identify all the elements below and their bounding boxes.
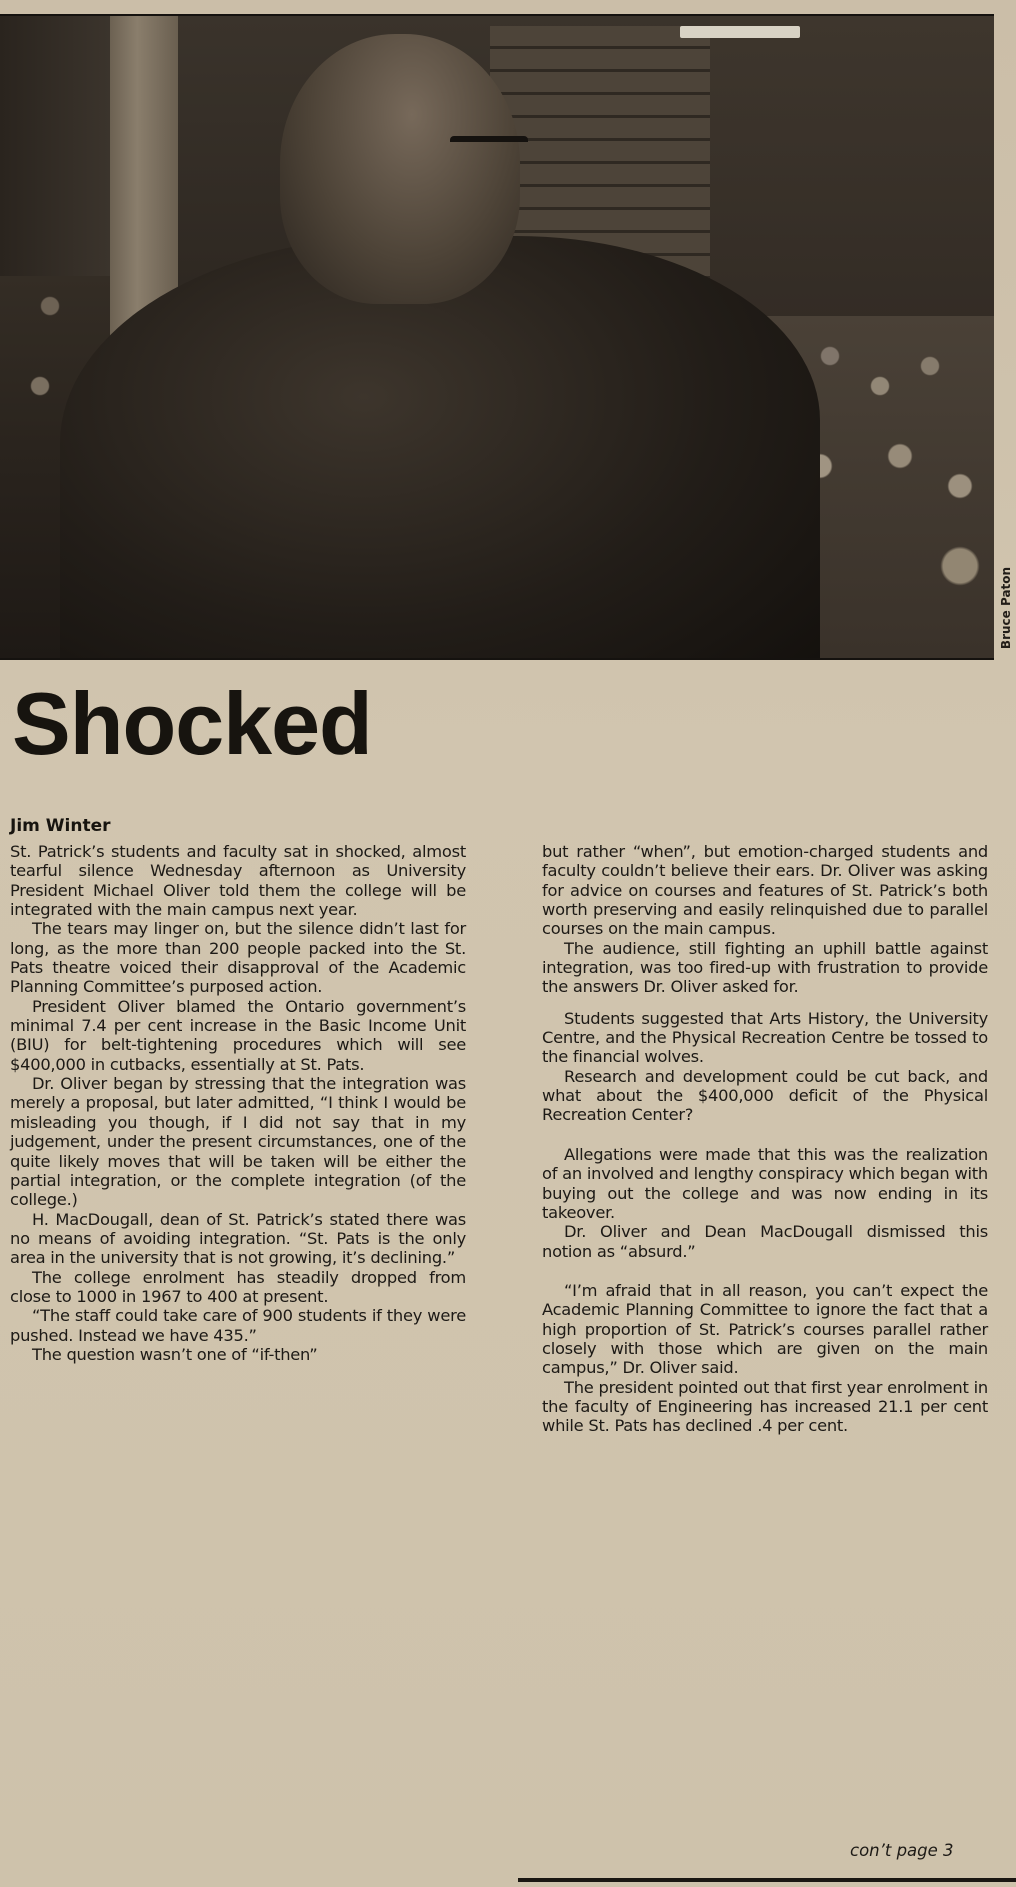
- bottom-rule-divider: [518, 1878, 1016, 1882]
- paragraph: “I’m afraid that in all reason, you can’t expect the Academic Planning Committee to ignore the fact that a high proportion of St. Patrick’s courses parallel rather closely with those which are given on the main campus,” Dr. Oliver said.: [542, 1280, 988, 1378]
- paragraph: H. MacDougall, dean of St. Patrick’s stated there was no means of avoiding integration. “St. Pats is the only area in the university that is not growing, it’s declining.”: [10, 1209, 466, 1268]
- photo-credit-text: Bruce Paton: [999, 566, 1014, 650]
- paragraph: The question wasn’t one of “if-then”: [32, 1344, 318, 1364]
- article-photo: [0, 14, 994, 660]
- paragraph: but rather “when”, but emotion-charged students and faculty couldn’t believe their ears. Dr. Oliver was asking for advice on courses and features of St. Patrick’s both worth preserving and easily relinquished due to parallel courses on the main campus.: [542, 842, 988, 939]
- article-column-right: [542, 842, 988, 1436]
- continued-on-page-link: con’t page 3: [850, 1841, 954, 1860]
- paragraph: Dr. Oliver began by stressing that the integration was merely a proposal, but later admitted, “I think I would be misleading you though, if I did not say that in my judgement, under the present circumstances, one of the quite likely moves that will be taken will be either the partial integration, or the complete integration (of the college.): [10, 1074, 466, 1210]
- headline: Shocked: [12, 674, 372, 773]
- photo-ceiling-light: [680, 26, 800, 38]
- paragraph: The college enrolment has steadily dropped from close to 1000 in 1967 to 400 at present.: [10, 1267, 466, 1306]
- paragraph: Dr. Oliver and Dean MacDougall dismissed this notion as “absurd.”: [542, 1222, 988, 1261]
- paragraph: The audience, still fighting an uphill battle against integration, was too fired-up with frustration to provide the answers Dr. Oliver asked for.: [542, 938, 988, 997]
- byline: Jim Winter: [10, 816, 111, 836]
- paragraph: Allegations were made that this was the realization of an involved and lengthy conspiracy which began with buying out the college and was now ending in its takeover.: [542, 1144, 988, 1222]
- paragraph: St. Patrick’s students and faculty sat in shocked, almost tearful silence Wednesday afternoon as University President Michael Oliver told them the college will be integrated with the main campus next year.: [10, 842, 466, 920]
- paragraph: President Oliver blamed the Ontario government’s minimal 7.4 per cent increase in the Basic Income Unit (BIU) for belt-tightening procedures which will see $400,000 in cutbacks, essentially at St. Pats.: [10, 996, 466, 1074]
- paragraph: “The staff could take care of 900 students if they were pushed. Instead we have 435.”: [10, 1306, 466, 1345]
- article-column-left: [10, 842, 466, 1364]
- paragraph: Research and development could be cut back, and what about the $400,000 deficit of the Physical Recreation Center?: [542, 1066, 988, 1125]
- paragraph: The tears may linger on, but the silence didn’t last for long, as the more than 200 people packed into the St. Pats theatre voiced their disapproval of the Academic Planning Committee’s purposed action.: [10, 919, 466, 997]
- photo-credit: [996, 560, 1016, 656]
- paragraph: The president pointed out that first year enrolment in the faculty of Engineering has increased 21.1 per cent while St. Pats has declined .4 per cent.: [542, 1377, 988, 1436]
- photo-speaker-glasses: [450, 136, 528, 174]
- paragraph: Students suggested that Arts History, the University Centre, and the Physical Recreation Centre be tossed to the financial wolves.: [542, 1008, 988, 1067]
